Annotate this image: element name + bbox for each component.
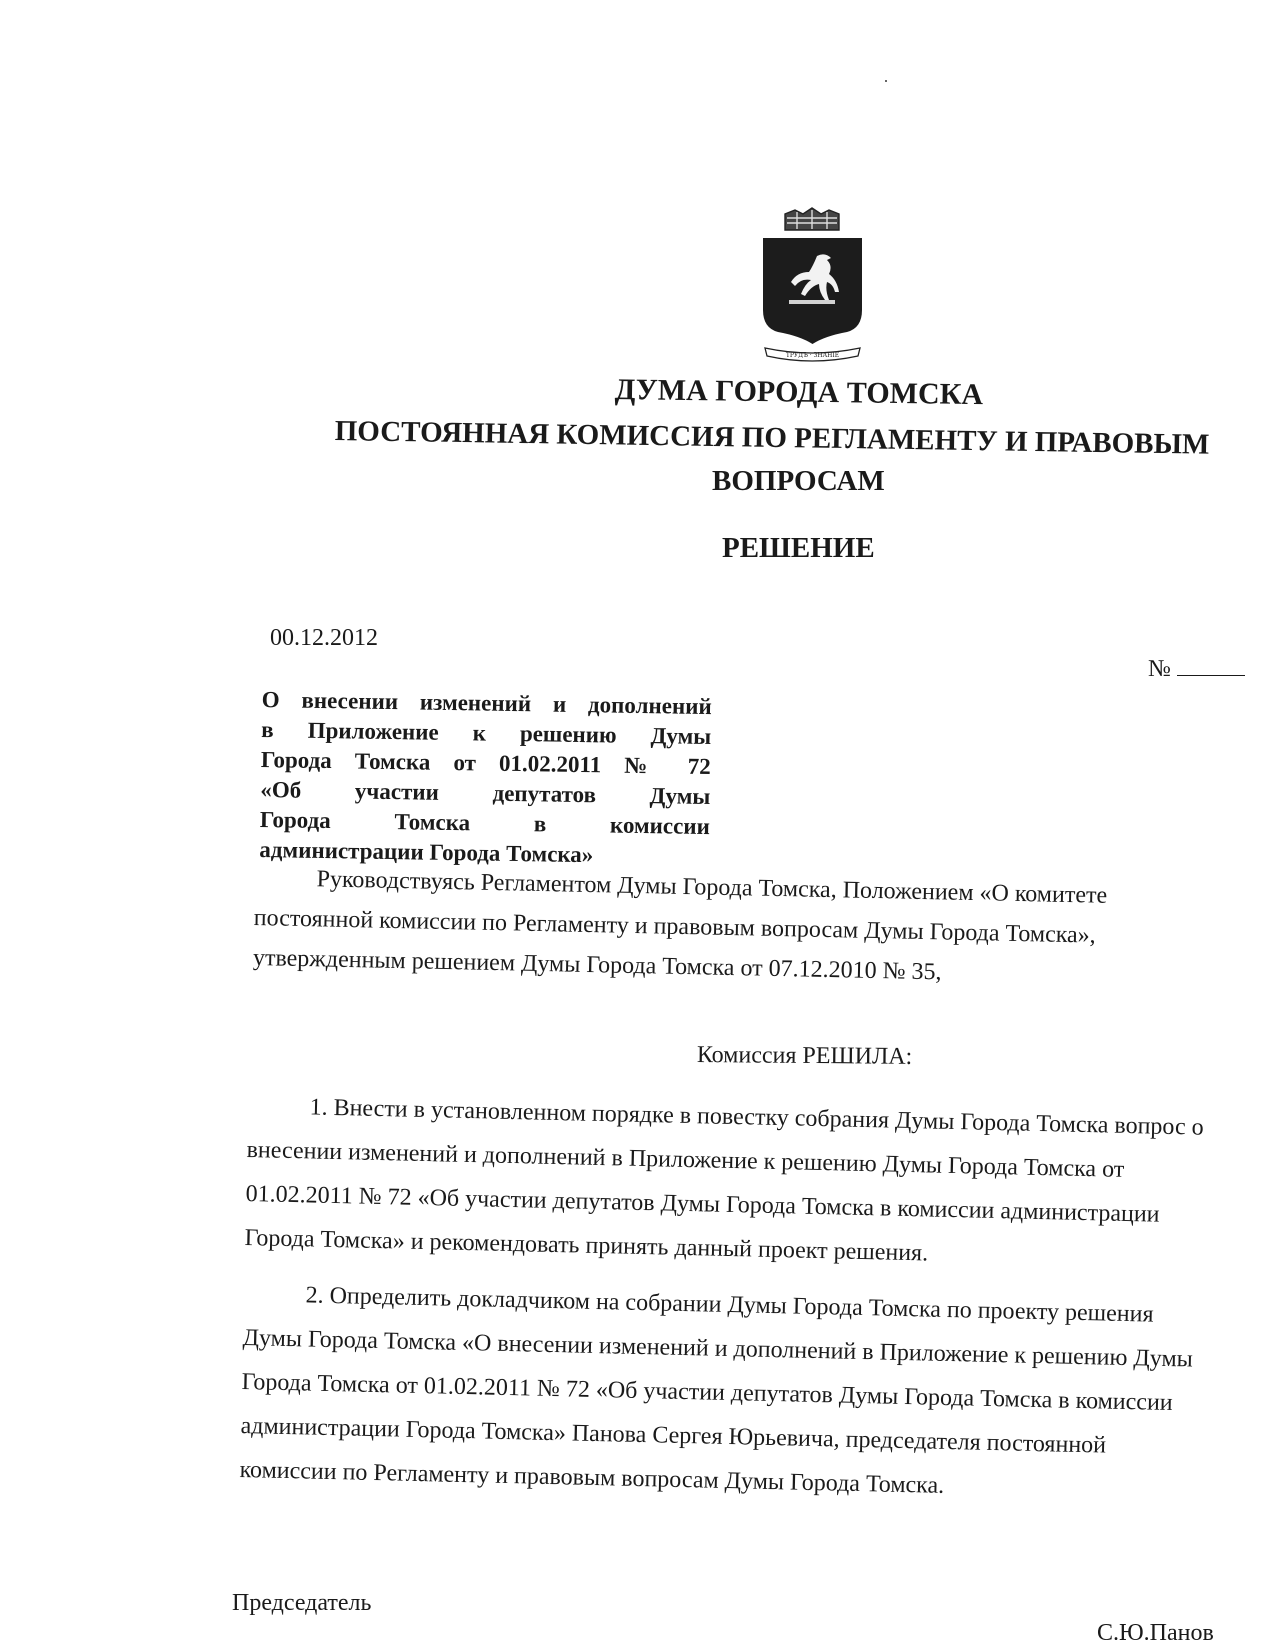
duma-title: ДУМА ГОРОДА ТОМСКА bbox=[614, 373, 984, 412]
item-2-line: Города Томска от 01.02.2011 № 72 «Об участии депутатов Думы Города Томска в комиссии bbox=[241, 1368, 1173, 1417]
svg-text:ТРУДЪ · ЗНАНIЕ: ТРУДЪ · ЗНАНIЕ bbox=[785, 352, 840, 359]
decision-subject bbox=[259, 685, 712, 872]
subject-line: Города Томска от 01.02.2011 № 72 bbox=[260, 746, 711, 780]
intro-paragraph bbox=[253, 862, 1108, 992]
subject-line: О внесении изменений и дополнений bbox=[261, 686, 712, 720]
item-2-line: администрации Города Томска» Панова Сергея Юрьевича, председателя постоянной bbox=[240, 1412, 1107, 1459]
signature-role: Председатель bbox=[232, 1590, 372, 1616]
item-1-line: Города Томска» и рекомендовать принять данный проект решения. bbox=[244, 1224, 929, 1267]
resolved-heading: Комиссия РЕШИЛА: bbox=[696, 1042, 913, 1070]
number-label: № bbox=[1148, 656, 1171, 682]
subject-line: Города Томска в комиссии bbox=[259, 806, 711, 840]
item-1-line: 1. Внести в установленном порядке в повестку собрания Думы Города Томска вопрос о bbox=[309, 1094, 1204, 1141]
item-1-line: внесении изменений и дополнений в Приложение к решению Думы Города Томска от bbox=[246, 1136, 1125, 1183]
intro-line: утвержденным решением Думы Города Томска от 07.12.2010 № 35, bbox=[252, 944, 942, 986]
tomsk-coat-of-arms-icon bbox=[755, 200, 870, 370]
intro-line: Руководствуясь Регламентом Думы Города Томска, Положением «О комитете bbox=[316, 866, 1108, 909]
item-1-paragraph bbox=[244, 1090, 1204, 1288]
signature-name: С.Ю.Панов bbox=[1097, 1620, 1214, 1646]
item-1-line: 01.02.2011 № 72 «Об участии депутатов Думы Города Томска в комиссии администрации bbox=[245, 1180, 1160, 1228]
scan-speck bbox=[885, 80, 887, 82]
intro-line: постоянной комиссии по Регламенту и правовым вопросам Думы Города Томска», bbox=[253, 904, 1096, 949]
item-2-line: Думы Города Томска «О внесении изменений и дополнений в Приложение к решению Думы bbox=[242, 1324, 1194, 1373]
number-blank bbox=[1177, 657, 1245, 676]
commission-title-line1: ПОСТОЯННАЯ КОМИССИЯ ПО РЕГЛАМЕНТУ И ПРАВОВЫМ bbox=[334, 415, 1210, 461]
document-type-title: РЕШЕНИЕ bbox=[722, 532, 875, 564]
subject-line: «Об участии депутатов Думы bbox=[260, 776, 711, 810]
item-2-line: комиссии по Регламенту и правовым вопросам Думы Города Томска. bbox=[239, 1456, 945, 1499]
subject-line: администрации Города Томска» bbox=[259, 836, 594, 868]
document-number bbox=[1148, 656, 1245, 683]
commission-title-line2: ВОПРОСАМ bbox=[712, 465, 885, 497]
item-2-line: 2. Определить докладчиком на собрании Думы Города Томска по проекту решения bbox=[305, 1282, 1154, 1328]
subject-line: в Приложение к решению Думы bbox=[261, 716, 712, 750]
document-date: 00.12.2012 bbox=[270, 625, 378, 651]
item-2-paragraph bbox=[239, 1278, 1194, 1520]
